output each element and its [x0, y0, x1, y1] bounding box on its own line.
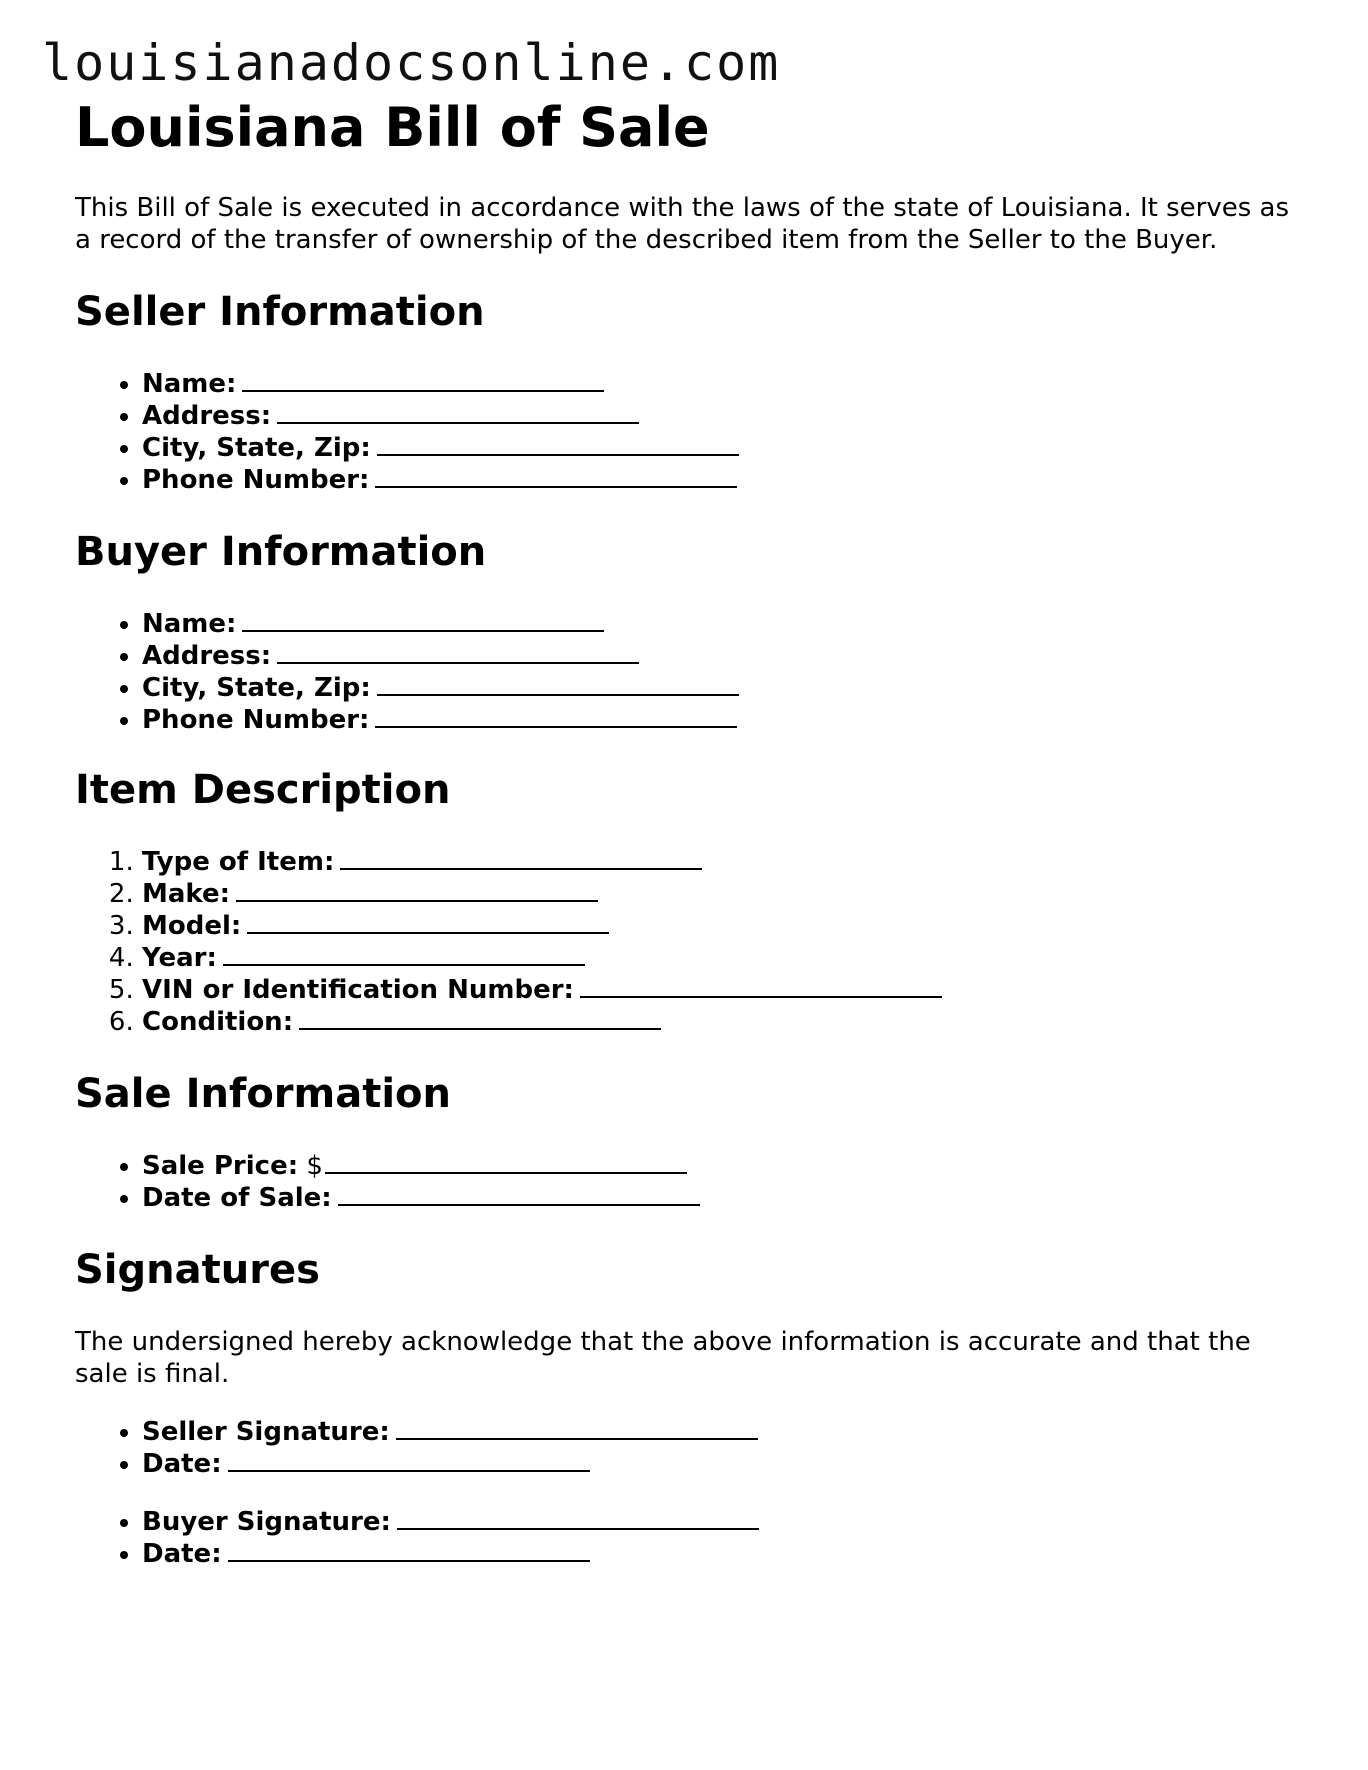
field-label: Name:	[142, 609, 237, 639]
list-item	[142, 1416, 1295, 1448]
list-item	[142, 640, 1295, 672]
list-item	[142, 1006, 1295, 1038]
item-fields	[75, 846, 1295, 1038]
list-item	[142, 1506, 1295, 1538]
seller-fields	[75, 368, 1295, 496]
field-label: City, State, Zip:	[142, 673, 371, 703]
blank-line[interactable]	[396, 1416, 758, 1440]
site-watermark: louisianadocsonline.com	[42, 34, 781, 92]
field-label: Year:	[142, 943, 217, 973]
field-label: Make:	[142, 879, 231, 909]
sale-fields	[75, 1150, 1295, 1214]
seller-signature-fields	[75, 1416, 1295, 1480]
list-item	[142, 704, 1295, 736]
list-item	[142, 672, 1295, 704]
field-label: Sale Price:	[142, 1151, 299, 1181]
list-item	[142, 878, 1295, 910]
blank-line[interactable]	[325, 1150, 687, 1174]
field-label: City, State, Zip:	[142, 433, 371, 463]
buyer-fields	[75, 608, 1295, 736]
blank-line[interactable]	[340, 846, 702, 870]
blank-line[interactable]	[375, 464, 737, 488]
field-label: Seller Signature:	[142, 1417, 390, 1447]
blank-line[interactable]	[242, 608, 604, 632]
list-item	[142, 942, 1295, 974]
blank-line[interactable]	[247, 910, 609, 934]
blank-line[interactable]	[242, 368, 604, 392]
seller-heading: Seller Information	[75, 289, 485, 335]
field-label: Date of Sale:	[142, 1183, 332, 1213]
blank-line[interactable]	[375, 704, 737, 728]
blank-line[interactable]	[236, 878, 598, 902]
list-item	[142, 974, 1295, 1006]
document-title: Louisiana Bill of Sale	[75, 96, 710, 159]
list-item	[142, 910, 1295, 942]
field-label: Model:	[142, 911, 242, 941]
list-item	[142, 400, 1295, 432]
list-item	[142, 608, 1295, 640]
field-label: Date:	[142, 1449, 222, 1479]
document-body	[75, 96, 1295, 1570]
field-label: Phone Number:	[142, 705, 370, 735]
field-label: Type of Item:	[142, 847, 335, 877]
list-item	[142, 464, 1295, 496]
field-label: Date:	[142, 1539, 222, 1569]
signatures-paragraph: The undersigned hereby acknowledge that the above information is accurate and that the sale is final.	[75, 1327, 1251, 1389]
currency-symbol: $	[306, 1151, 323, 1181]
list-item	[142, 1150, 1295, 1182]
sale-heading: Sale Information	[75, 1071, 451, 1117]
blank-line[interactable]	[338, 1182, 700, 1206]
field-label: Buyer Signature:	[142, 1507, 391, 1537]
blank-line[interactable]	[377, 432, 739, 456]
blank-line[interactable]	[397, 1506, 759, 1530]
intro-paragraph: This Bill of Sale is executed in accordance with the laws of the state of Louisiana. It serves as a record of the transfer of ownership of the described item from the Seller to the Buyer.	[75, 193, 1290, 255]
item-heading: Item Description	[75, 767, 451, 813]
blank-line[interactable]	[223, 942, 585, 966]
field-label: Address:	[142, 401, 272, 431]
list-item	[142, 368, 1295, 400]
field-label: VIN or Identification Number:	[142, 975, 574, 1005]
signatures-heading: Signatures	[75, 1247, 320, 1293]
list-item	[142, 432, 1295, 464]
blank-line[interactable]	[580, 974, 942, 998]
blank-line[interactable]	[228, 1448, 590, 1472]
list-item	[142, 1182, 1295, 1214]
list-item	[142, 1538, 1295, 1570]
blank-line[interactable]	[277, 640, 639, 664]
buyer-signature-fields	[75, 1506, 1295, 1570]
list-item	[142, 1448, 1295, 1480]
field-label: Address:	[142, 641, 272, 671]
blank-line[interactable]	[377, 672, 739, 696]
blank-line[interactable]	[277, 400, 639, 424]
field-label: Condition:	[142, 1007, 294, 1037]
buyer-heading: Buyer Information	[75, 529, 487, 575]
field-label: Name:	[142, 369, 237, 399]
field-label: Phone Number:	[142, 465, 370, 495]
blank-line[interactable]	[299, 1006, 661, 1030]
list-item	[142, 846, 1295, 878]
blank-line[interactable]	[228, 1538, 590, 1562]
